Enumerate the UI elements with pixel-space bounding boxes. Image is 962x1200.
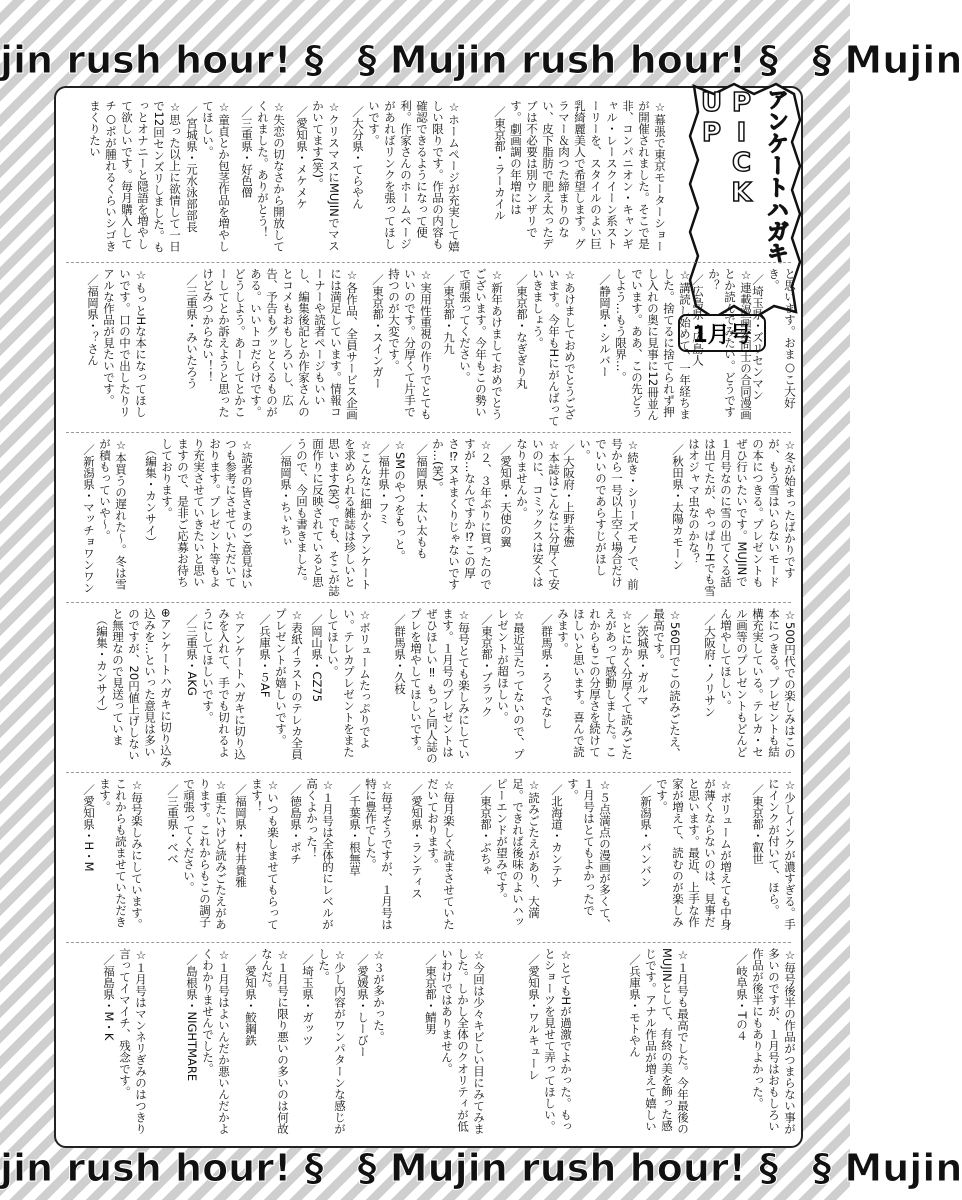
reader-comment: [258, 434, 377, 602]
comment-text: ☆２、３年ぶりに買ったのですが…なんですか⁉この厚さ⁉ヌキまくりじゃないですか…(笑)。: [431, 438, 493, 590]
reader-comment: [475, 604, 530, 772]
comment-signature: ／福井県・フミ: [377, 444, 391, 525]
reader-comment: [186, 96, 235, 262]
reader-comment: [694, 944, 801, 1140]
reader-comment: [398, 774, 460, 942]
reader-comment: [545, 774, 616, 942]
comment-text: ☆いつも楽しませてもらってます！: [250, 778, 280, 930]
comment-signature: ／岡山県・CZ75: [310, 614, 324, 703]
comment-text: ☆本誌はこんなに分厚くて安いのに、コミックスは安くはなりませんか。: [515, 438, 561, 590]
reader-comment: [235, 944, 294, 1140]
comment-signature: ／大阪府・上野未憊: [562, 444, 576, 548]
comment-text: ☆新年あけましておめでとうございます。今年もこの勢いで頑張ってください。: [458, 268, 504, 420]
comment-signature: ／新潟県・マッチョワンワン: [82, 444, 96, 594]
reader-comment: [284, 774, 339, 942]
comment-text: ☆あけましておめでとうございます。今年もHにがんばっていきましょう。: [531, 268, 577, 427]
comment-text: ☆思った以上に欲情して一日で12回センズリしました。もっとオナニーと隠語を増やして欲しいです。毎月購入してチ○ポが腫れるくらいシゴきまくりたい: [88, 100, 182, 253]
comment-text: ☆１月号に限り悪いの多いのは何故なんだ。: [260, 948, 290, 1135]
comment-signature: ／東京都・スインガー: [371, 274, 385, 389]
reader-comment: [497, 434, 565, 602]
reader-comment: [152, 264, 363, 432]
comment-signature: ／愛知県・鮫鋼鉄: [244, 954, 258, 1046]
comment-text: ☆表紙イラストのテレカ全員プレゼントが嬉しいです。: [274, 608, 304, 760]
comment-text: ☆少し内容がワンパターンな感じがした。: [317, 948, 347, 1135]
comment-text: ☆１月号はマンネリぎみのはつきり言ってイマイチ、残念です。: [118, 948, 148, 1135]
reader-comment: [76, 264, 152, 432]
reader-comment: [490, 944, 577, 1140]
comment-text: ☆重たいけど読みごたえがあります。これからもこの調子で頑張ってください。: [182, 778, 228, 930]
comment-signature: ／福岡県・ちぃちぃ: [279, 444, 293, 548]
comment-signature: ／福岡県・太い太もも: [415, 444, 429, 559]
reader-comment: [577, 944, 694, 1140]
comment-text: ☆冬が始まったばかりですが、もう雪はいらないモードの本につきる。プレゼントもぜひ行いたいです。MUJINで１月号なのに雪の出てくる話は出てたが、やっぱりHでも雪はオジャマ虫なのかな？: [687, 438, 797, 597]
comment-signature: ／大分県・てらやん: [351, 106, 365, 210]
comment-signature: ／埼玉県・ズリセンマン: [751, 274, 765, 401]
comment-signature: ／岐阜県・Tの４: [735, 954, 749, 1042]
comment-text: ☆ボリュームたっぷりでよい。テレカプレゼントをまたしてほしい。: [326, 608, 372, 758]
comment-text: ☆幕張で東京モーターショーが開催されました。そこで是非、コンパニオン・キャンギャル・レースクイーン系ストーリーを、スタイルのよい巨乳綺麗美人で希望します。グラマー＆肉つた締まりのない、皮下脂肪で肥え太ったデブは不必要は別ウンザリです。劇画調の年増には: [509, 100, 667, 252]
reader-comment: [581, 264, 696, 432]
reader-comment: [616, 774, 737, 942]
comment-signature: ／福岡県・？さん: [86, 274, 100, 366]
reader-comment: [294, 944, 351, 1140]
banner-segment: § Mujin: [812, 38, 962, 82]
comment-signature: ／群馬県・ろくでなし: [540, 614, 554, 729]
reader-comment: [411, 434, 497, 602]
row-divider: [66, 942, 791, 943]
bottom-banner: [0, 1138, 962, 1198]
comment-signature: ／福岡県・村井貴雅: [234, 784, 248, 888]
comment-signature: ／秋田県・太陽カモーン: [671, 444, 685, 571]
comment-signature: （編集・カンサイ）: [95, 614, 109, 718]
comment-text: ☆本買うの遅れた〜。冬は雪が積もっていや〜。: [98, 438, 128, 590]
comment-text: ☆連載漫画家同士の合同漫画とか読んでみたい。どうですか？: [707, 268, 753, 420]
comment-signature: ／東京都・ラーカイル: [493, 106, 507, 221]
comment-signature: ／愛知県・天使の翼: [499, 444, 513, 548]
reader-comment: [751, 264, 801, 432]
reader-comment: [235, 96, 290, 262]
reader-comment: [308, 604, 376, 772]
reader-comment: [562, 434, 644, 602]
comment-text: ☆講読し始めて、一年経ちました。捨てるに捨てられず押し入れの奥に見事に12冊並んでいます。ああ、この先どうしよう…もう限界…。: [614, 268, 692, 421]
comment-signature: ／愛知県・ワルキューレ: [527, 954, 541, 1081]
survey-panel: [54, 86, 803, 1148]
pickup-label: PICK UP: [696, 88, 757, 208]
reader-comment: [345, 96, 465, 262]
reader-comment: [339, 774, 398, 942]
comment-text: ☆１月号も最高でした。今年最後のMUJINとして、有終の美を飾った感じです。アナル作品が増えて嬉しい: [644, 948, 690, 1135]
comment-text: ☆失恋の切なさから開放してくれました。ありがとう！: [256, 100, 286, 252]
comment-row: [56, 434, 801, 602]
comment-signature: ／埼玉県・ガッツ: [301, 954, 315, 1046]
row-divider: [66, 432, 791, 433]
comment-text: ☆ボリュームが増えても中身が薄くならないのは、見事だと思います。最近、上手な作家が増えて、読むのが楽しみです。: [655, 778, 733, 930]
comment-signature: ／三重県・好色僧: [240, 106, 254, 198]
comment-signature: ／大阪府・ノリサン: [703, 614, 717, 718]
row-divider: [66, 602, 791, 603]
comment-text: ☆アンケートハガキに切り込みを入れて、手でも切れるようにしてほしいです。: [201, 608, 247, 760]
reader-comment: [148, 774, 232, 942]
comment-text: ☆500円代での楽しみはこの本につきる。プレゼントも結構充実している。テレカ・セル画等のプレゼントもどんどん増やしてほしい。: [719, 608, 797, 759]
reader-comment: [132, 434, 258, 602]
comment-signature: ／愛知県・メケメケ: [295, 106, 309, 210]
comment-text: と思います。おま○こ大好き。: [767, 268, 797, 409]
comment-signature: ／福島県・M・K: [102, 954, 116, 1041]
comment-signature: （編集・カンサイ）: [144, 444, 158, 548]
reader-comment: [74, 434, 132, 602]
comment-text: ☆読みごたえがあり、大満足。できれば後味のよいハッピーエンドが望みです。: [495, 778, 541, 928]
issue-badge: 1月号: [678, 314, 766, 352]
comment-text: ☆今回は少々キビしい目にみてみました。しかし全体のクオリティが低いわけではありません。: [440, 948, 486, 1135]
row-divider: [66, 262, 791, 263]
comment-signature: ／東京都・九九: [442, 274, 456, 355]
comment-row: [56, 96, 801, 262]
comment-signature: ／愛媛県・しーびー: [356, 954, 370, 1058]
comment-signature: ／新潟県・バンバン: [639, 784, 653, 888]
banner-segment: § Mujin rush hour! §: [357, 38, 779, 82]
comment-text: ☆最近当たってないので、プレゼントが超ほしい。: [496, 608, 526, 760]
reader-comment: [638, 604, 686, 772]
comment-text: ☆毎月楽しく読まさせていただいております。: [426, 778, 456, 930]
banner-segment: § Mujin: [812, 1146, 962, 1190]
comment-signature: ／東京都・叡世: [751, 784, 765, 865]
comment-signature: ／静岡県・シルバー: [598, 274, 612, 378]
comment-signature: ／東京都・ぶちゃ: [479, 784, 493, 876]
reader-comment: [75, 604, 177, 772]
comment-text: ☆続き・シリーズモノで、前号から一号以上空く場合だけでいいのであらすじがほしい。: [578, 438, 640, 590]
reader-comment: [390, 944, 490, 1140]
reader-comment: [377, 434, 411, 602]
title-label: アンケートハガキ: [763, 88, 789, 264]
comment-signature: ／宮城県・元水泳部部長: [185, 106, 199, 233]
reader-comment: [75, 96, 186, 262]
comment-row: [56, 604, 801, 772]
reader-comment: [290, 96, 345, 262]
comment-text: ☆こんなに細かくアンケートを求められる雑誌は珍しいと思います(笑)。でも、そこが誌面作りに反映されていると思うので、今回も書きました。: [295, 438, 373, 597]
comment-text: ☆３が多かった。: [372, 948, 386, 1043]
comment-text: ☆各作品、全員サービス企画には満足しています。情報コーナーや読者ページもいいし、編集後記とか作家さんのとコメもおもしろいし、広告、予告もグッとくるものがある。いいトコだらけです。どうしよう。あーしてとかこーしてとか訴えようと思ったけどみつからない！！: [201, 268, 359, 420]
reader-comment: [686, 604, 801, 772]
reader-comment: [76, 944, 152, 1140]
comment-row: [56, 264, 801, 432]
reader-comment: [232, 774, 284, 942]
reader-comment: [363, 264, 437, 432]
comment-row: [56, 774, 801, 942]
reader-comment: [460, 774, 545, 942]
comment-signature: ／兵庫県・モトやん: [628, 954, 642, 1058]
reader-comment: [465, 96, 671, 262]
reader-comment: [251, 604, 308, 772]
comment-signature: ／茨城県・ガルマ: [636, 614, 650, 706]
row-divider: [66, 772, 791, 773]
banner-segment: § Mujin rush hour! §: [357, 1146, 779, 1190]
reader-comment: [437, 264, 508, 432]
comment-columns: [56, 88, 801, 1146]
reader-comment: [530, 604, 638, 772]
comment-signature: ／三重県・AKG: [185, 614, 199, 696]
comment-text: ☆少しインクが濃すぎる。手にインクが付いて、ほら。: [767, 778, 797, 930]
comment-signature: ／東京都・ブラック: [480, 614, 494, 718]
reader-comment: [644, 434, 801, 602]
comment-signature: ／三重県・みいたろう: [185, 274, 199, 389]
comment-text: ☆クリスマスにMUJINでマスかいてます(笑)。: [311, 100, 341, 252]
comment-text: ☆読者の皆さまのご意見はいつも参考にさせていただいております。プレゼント等もより充実させていきたいと思いますので、是非ご応募お待ちしております。: [160, 438, 254, 590]
comment-text: ☆毎号とても楽しみにしています。１月号のプレゼントはぜひほしい‼ もっと同人誌のプレを増やしてほしいです。: [409, 608, 471, 764]
reader-comment: [691, 264, 757, 432]
comment-text: ☆ホームページが充実して嬉しい限りです。作品の内容も確認できるようになって便利。作家さんのホームページがあればリンクを張ってほしいです。: [367, 100, 461, 252]
comment-text: ☆１月号はよいんだか悪いんだかよくわかりませんでした。: [201, 948, 231, 1135]
comment-text: ☆童貞とか包茎作品を増やしてほしい。: [201, 100, 231, 252]
comment-signature: ／東京都・鯖男: [424, 954, 438, 1035]
comment-text: ☆もっとHな本になってほしいです。口の中で出したりリアルな作品が見たいです。: [102, 268, 148, 418]
comment-signature: ／東京都・なぎぎり丸: [515, 274, 529, 389]
comment-row: [56, 944, 801, 1140]
comment-signature: ／北海道・カンテナ: [550, 784, 564, 888]
comment-signature: ／群馬県・久枝: [393, 614, 407, 695]
comment-text: ☆560円でこの読みごたえ、最高です。: [652, 608, 682, 759]
banner-segment: jin rush hour! §: [0, 1146, 324, 1190]
comment-signature: ／千葉県・根無草: [348, 784, 362, 876]
reader-comment: [737, 774, 801, 942]
comment-signature: ／愛知県・H・M: [82, 784, 96, 872]
reader-comment: [152, 944, 235, 1140]
comment-text: ☆とてもHが過激でよかった。もっとショーツを見せて弄ってほしい。: [543, 948, 573, 1132]
comment-text: ☆実用性重視の作りでとてもいいのです。分厚くて片手で持つのが大変です。: [387, 268, 433, 420]
comment-text: ☆５点満点の漫画が多くて、１月号はとてもよかったです。: [566, 778, 612, 930]
reader-comment: [508, 264, 581, 432]
comment-text: ☆SMのやつをもっと。: [393, 438, 407, 562]
reader-comment: [376, 604, 475, 772]
comment-text: ☆毎号そうですが、１月号は特に豊作でした。: [364, 778, 394, 930]
banner-segment: jin rush hour! §: [0, 38, 324, 82]
reader-comment: [351, 944, 390, 1140]
reader-comment: [75, 774, 148, 942]
comment-text: ⊕アンケートハガキに切り込み込みを…といった意見は多いのですが、20円値上げしないと無理なので見送っていま: [111, 608, 173, 768]
comment-text: ☆毎号後半の作品がつまらない事が多いのですが、１月号はおもしろい作品が後半にもありよかった。: [751, 948, 797, 1135]
comment-signature: ／徳島県・ポチ: [289, 784, 303, 865]
comment-text: ☆毎号楽しみにしています。これからも読ませていただきます。: [98, 778, 144, 930]
comment-signature: ／広島県・広島人: [691, 274, 705, 366]
comment-signature: ／愛知県・ランティス: [410, 784, 424, 899]
comment-text: ☆１月号は全体的にレベルが高くよかった！: [305, 778, 335, 930]
comment-signature: ／三重県・べべ: [166, 784, 180, 865]
reader-comment: [177, 604, 251, 772]
comment-text: ☆とにかく分厚くて読みごたえがあって感動しました。これからもこの分厚さを続けてほしいと思います。喜んで読みます。: [556, 608, 634, 760]
comment-signature: ／島根県・NIGHTMARE: [185, 954, 199, 1082]
comment-signature: ／兵庫県・５AF: [258, 614, 272, 698]
